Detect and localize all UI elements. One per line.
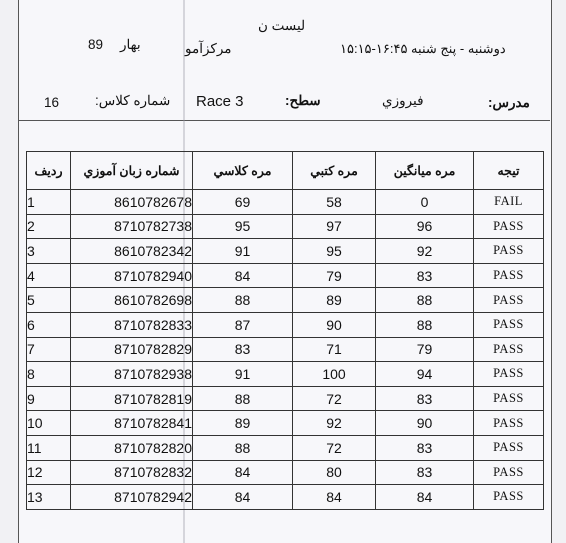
header-student-id: شماره زبان آموزي — [71, 152, 193, 190]
table-row — [27, 485, 544, 510]
average-grade-cell: 90 — [376, 411, 474, 436]
grades-table — [26, 151, 544, 510]
row-number-cell: 11 — [27, 435, 71, 460]
class-number-label: شماره کلاس: — [95, 93, 171, 108]
row-number-cell: 1 — [27, 190, 71, 215]
level-label: سطح: — [285, 93, 321, 108]
result-cell: PASS — [474, 263, 544, 288]
table-header-row — [27, 152, 544, 190]
title-fragment: لیست ن — [258, 18, 306, 33]
written-grade-cell: 90 — [293, 312, 376, 337]
student-id-cell: 8710782841 — [71, 411, 193, 436]
average-grade-cell: 83 — [376, 435, 474, 460]
written-grade-cell: 80 — [293, 460, 376, 485]
written-grade-cell: 100 — [293, 362, 376, 387]
written-grade-cell: 79 — [293, 263, 376, 288]
average-grade-cell: 88 — [376, 288, 474, 313]
row-number-cell: 6 — [27, 312, 71, 337]
class-grade-cell: 91 — [193, 362, 293, 387]
student-id-cell: 8710782820 — [71, 435, 193, 460]
class-grade-cell: 84 — [193, 485, 293, 510]
row-number-cell: 2 — [27, 214, 71, 239]
table-row — [27, 411, 544, 436]
table-row — [27, 460, 544, 485]
student-id-cell: 8710782829 — [71, 337, 193, 362]
row-number-cell: 7 — [27, 337, 71, 362]
table-row — [27, 435, 544, 460]
student-id-cell: 8710782940 — [71, 263, 193, 288]
result-cell: PASS — [474, 288, 544, 313]
result-cell: PASS — [474, 312, 544, 337]
class-grade-cell: 91 — [193, 239, 293, 264]
result-cell: PASS — [474, 460, 544, 485]
average-grade-cell: 96 — [376, 214, 474, 239]
class-grade-cell: 84 — [193, 263, 293, 288]
row-number-cell: 10 — [27, 411, 71, 436]
average-grade-cell: 92 — [376, 239, 474, 264]
row-number-cell: 13 — [27, 485, 71, 510]
row-number-cell: 12 — [27, 460, 71, 485]
result-cell: FAIL — [474, 190, 544, 215]
average-grade-cell: 94 — [376, 362, 474, 387]
average-grade-cell: 84 — [376, 485, 474, 510]
written-grade-cell: 72 — [293, 386, 376, 411]
class-grade-cell: 87 — [193, 312, 293, 337]
average-grade-cell: 0 — [376, 190, 474, 215]
class-grade-cell: 95 — [193, 214, 293, 239]
class-grade-cell: 89 — [193, 411, 293, 436]
table-row — [27, 337, 544, 362]
average-grade-cell: 88 — [376, 312, 474, 337]
row-number-cell: 3 — [27, 239, 71, 264]
result-cell: PASS — [474, 386, 544, 411]
table-row — [27, 288, 544, 313]
header-class-grade: مره كلاسي — [193, 152, 293, 190]
student-id-cell: 8710782819 — [71, 386, 193, 411]
student-id-cell: 8710782832 — [71, 460, 193, 485]
row-number-cell: 4 — [27, 263, 71, 288]
row-number-cell: 8 — [27, 362, 71, 387]
result-cell: PASS — [474, 411, 544, 436]
teacher-label: مدرس: — [488, 95, 530, 110]
student-id-cell: 8710782938 — [71, 362, 193, 387]
class-grade-cell: 88 — [193, 435, 293, 460]
result-cell: PASS — [474, 239, 544, 264]
table-row — [27, 214, 544, 239]
table-row — [27, 190, 544, 215]
class-grade-cell: 88 — [193, 386, 293, 411]
written-grade-cell: 84 — [293, 485, 376, 510]
result-cell: PASS — [474, 214, 544, 239]
term-code: 89 — [88, 37, 104, 52]
written-grade-cell: 95 — [293, 239, 376, 264]
average-grade-cell: 83 — [376, 263, 474, 288]
table-row — [27, 386, 544, 411]
row-number-cell: 5 — [27, 288, 71, 313]
written-grade-cell: 97 — [293, 214, 376, 239]
class-number-value: 16 — [44, 95, 60, 110]
table-row — [27, 362, 544, 387]
written-grade-cell: 58 — [293, 190, 376, 215]
header-row-number: ردیف — [27, 152, 71, 190]
result-cell: PASS — [474, 337, 544, 362]
level-value: Race 3 — [196, 93, 244, 110]
row-number-cell: 9 — [27, 386, 71, 411]
class-grade-cell: 69 — [193, 190, 293, 215]
written-grade-cell: 72 — [293, 435, 376, 460]
class-grade-cell: 84 — [193, 460, 293, 485]
average-grade-cell: 83 — [376, 460, 474, 485]
result-cell: PASS — [474, 362, 544, 387]
table-row — [27, 239, 544, 264]
written-grade-cell: 92 — [293, 411, 376, 436]
average-grade-cell: 83 — [376, 386, 474, 411]
term-label: بهار — [120, 37, 141, 52]
average-grade-cell: 79 — [376, 337, 474, 362]
student-id-cell: 8710782942 — [71, 485, 193, 510]
header-result: تيجه — [474, 152, 544, 190]
schedule: دوشنبه - پنج شنبه ۱۶:۴۵-۱۵:۱۵ — [340, 41, 506, 56]
class-grade-cell: 83 — [193, 337, 293, 362]
student-id-cell: 8610782342 — [71, 239, 193, 264]
table-row — [27, 312, 544, 337]
student-id-cell: 8610782698 — [71, 288, 193, 313]
result-cell: PASS — [474, 485, 544, 510]
header-written-grade: مره كتبي — [293, 152, 376, 190]
student-id-cell: 8610782678 — [71, 190, 193, 215]
student-id-cell: 8710782833 — [71, 312, 193, 337]
center-fragment: مرکزآمو — [185, 41, 232, 56]
written-grade-cell: 71 — [293, 337, 376, 362]
teacher-name: فیروزي — [382, 93, 424, 108]
class-grade-cell: 88 — [193, 288, 293, 313]
header-average: مره ميانگين — [376, 152, 474, 190]
result-cell: PASS — [474, 435, 544, 460]
table-row — [27, 263, 544, 288]
student-id-cell: 8710782738 — [71, 214, 193, 239]
written-grade-cell: 89 — [293, 288, 376, 313]
